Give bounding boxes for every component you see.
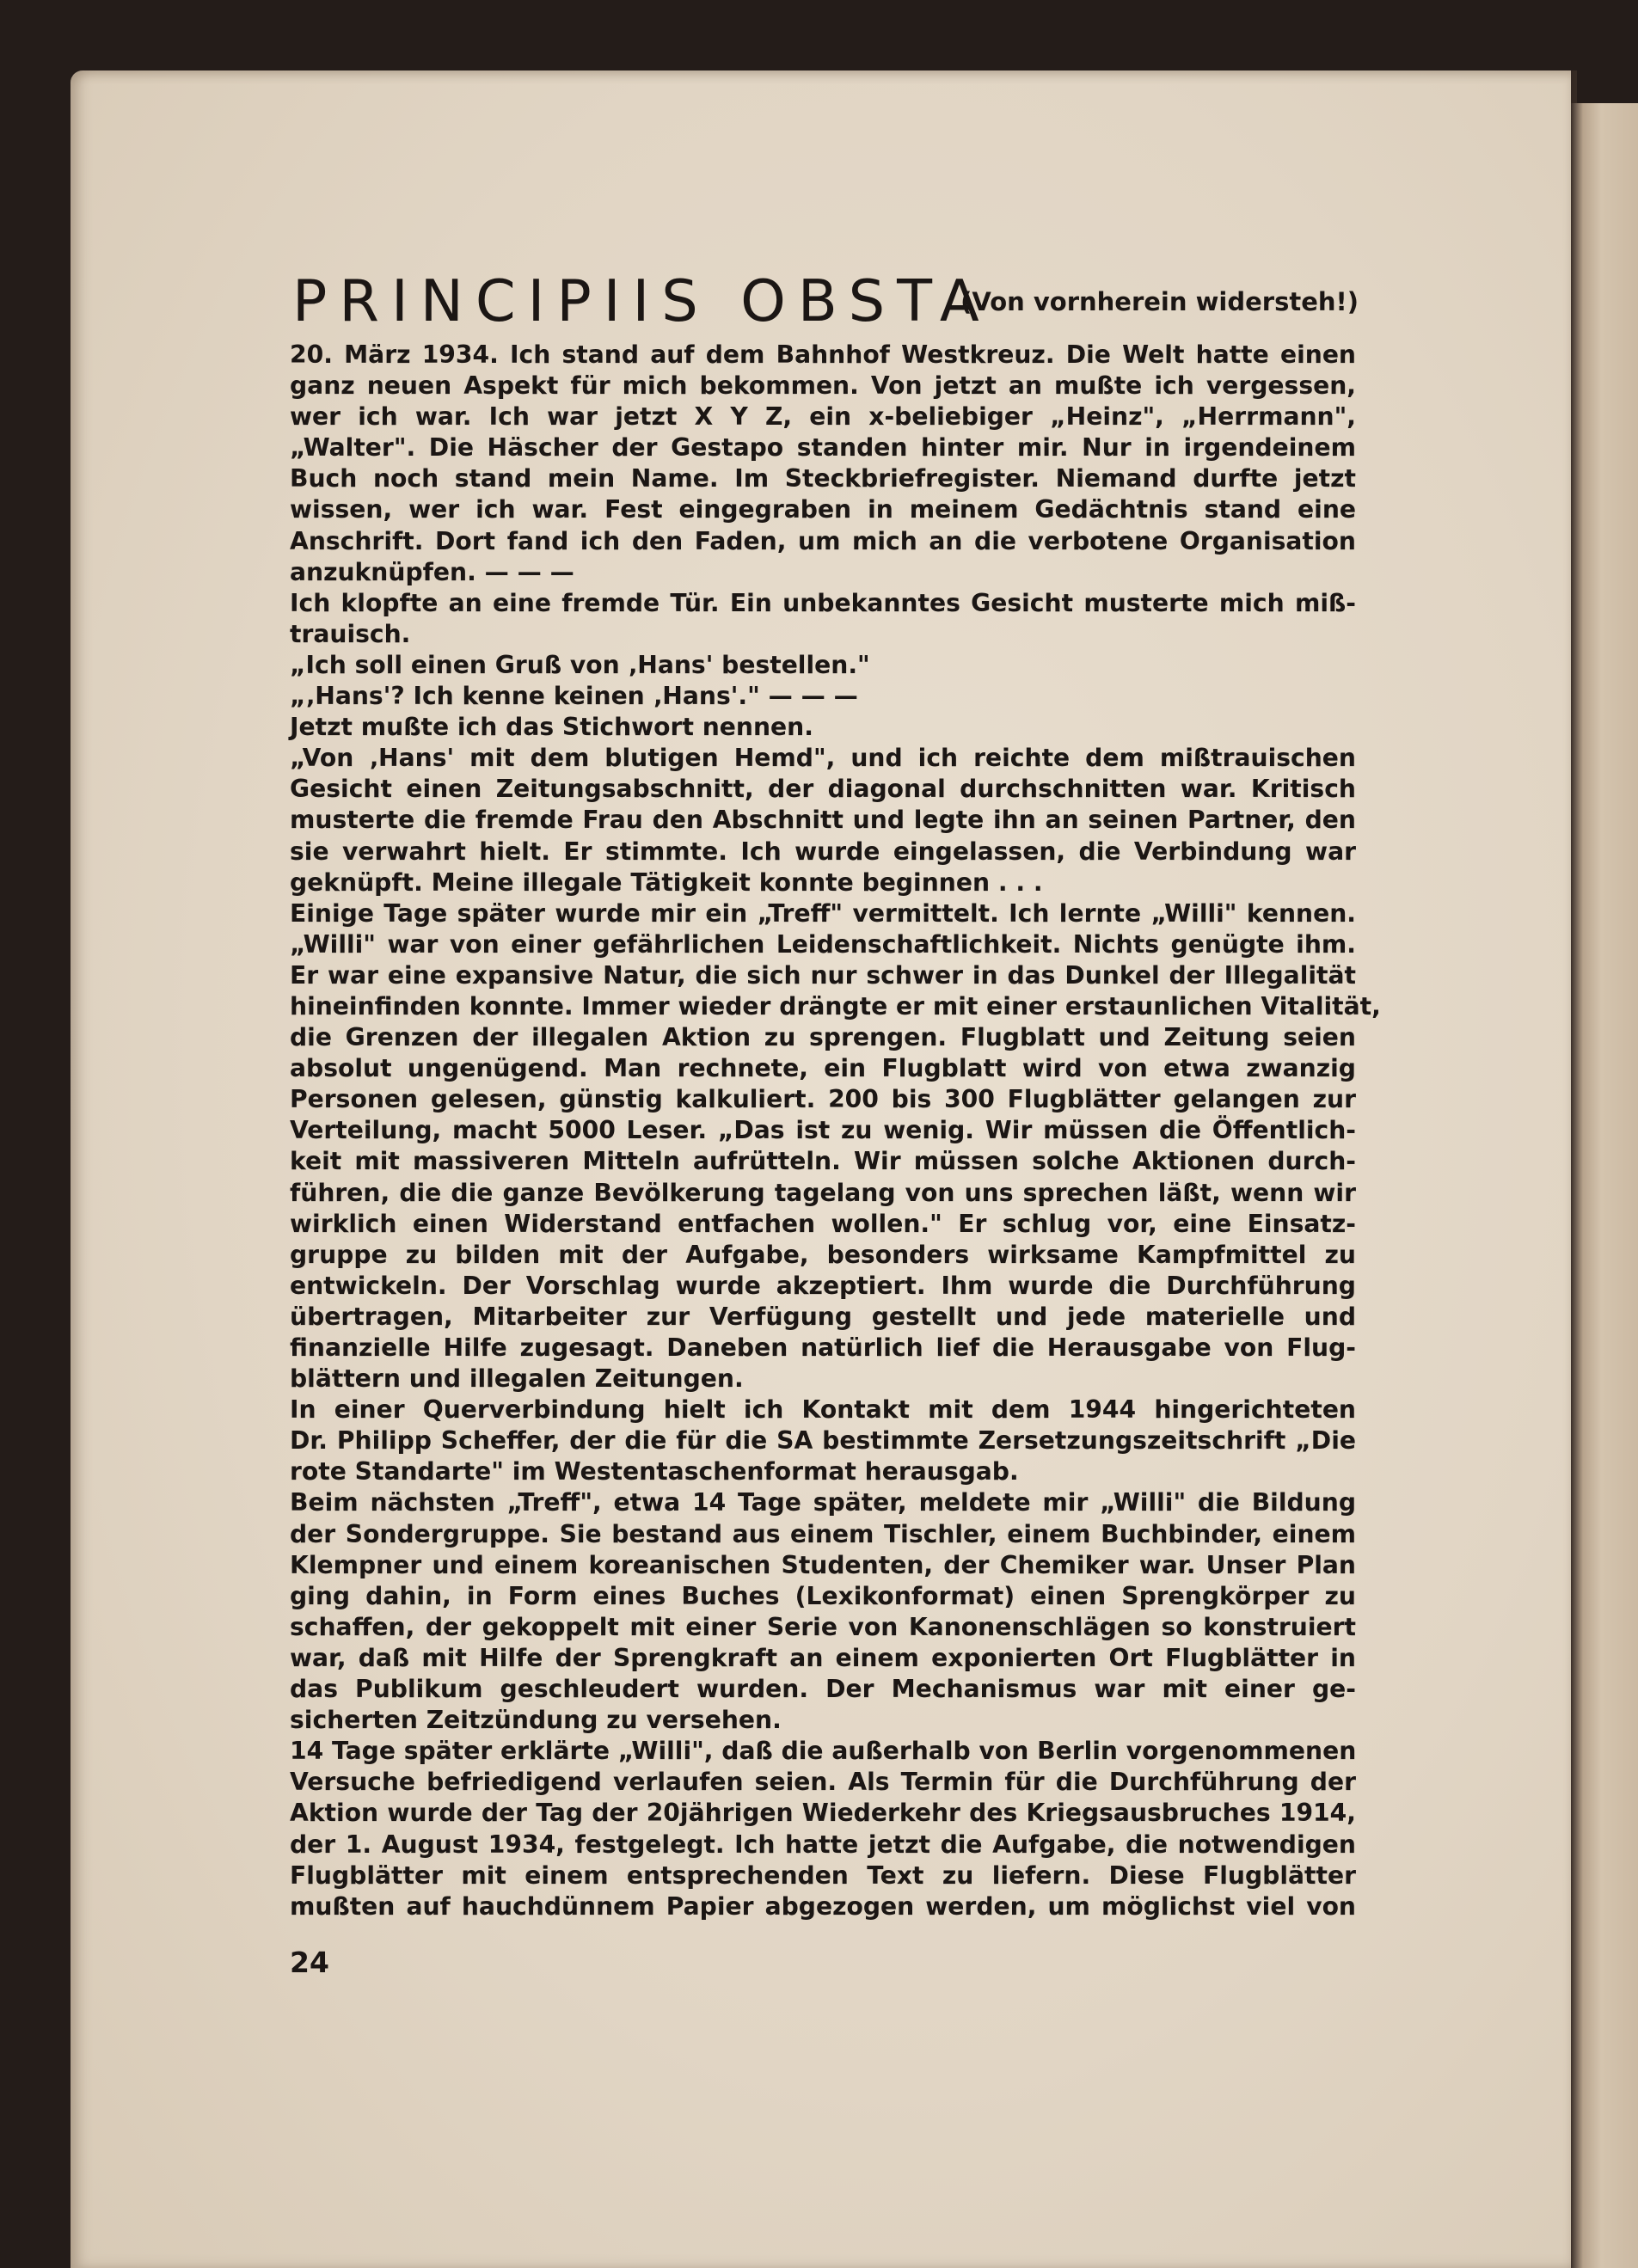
text-line: trauisch. bbox=[290, 619, 411, 648]
text-line: anzuknüpfen. — — — bbox=[290, 557, 574, 586]
text-line: der 1. August 1934, festgelegt. Ich hatte jetzt die Aufgabe, die notwendigen bbox=[290, 1830, 1356, 1859]
text-line: „Walter". Die Häscher der Gestapo standen hinter mir. Nur in irgendeinem bbox=[290, 433, 1356, 463]
text-line: hineinfinden konnte. Immer wieder drängte er mit einer erstaunlichen Vitalität, bbox=[290, 991, 1381, 1021]
text-line: sicherten Zeitzündung zu versehen. bbox=[290, 1706, 782, 1735]
text-line: sie verwahrt hielt. Er stimmte. Ich wurde eingelassen, die Verbindung war bbox=[290, 837, 1356, 866]
text-line: „Willi" war von einer gefährlichen Leidenschaftlichkeit. Nichts genügte ihm. bbox=[290, 929, 1356, 959]
text-line: „‚Hans'? Ich kenne keinen ‚Hans'." — — — bbox=[290, 682, 858, 711]
text-line: Beim nächsten „Treff", etwa 14 Tage später, meldete mir „Willi" die Bildung bbox=[290, 1488, 1356, 1517]
text-line: wirklich einen Widerstand entfachen wollen." Er schlug vor, eine Einsatz- bbox=[290, 1209, 1356, 1238]
text-line: Dr. Philipp Scheffer, der die für die SA bestimmte Zersetzungszeitschrift „Die bbox=[290, 1426, 1356, 1456]
text-line: finanzielle Hilfe zugesagt. Daneben natürlich lief die Herausgabe von Flug- bbox=[290, 1333, 1356, 1362]
text-line: In einer Querverbindung hielt ich Kontakt mit dem 1944 hingerichteten bbox=[290, 1395, 1356, 1425]
text-line: Einige Tage später wurde mir ein „Treff" vermittelt. Ich lernte „Willi" kennen. bbox=[290, 898, 1356, 928]
text-line: absolut ungenügend. Man rechnete, ein Flugblatt wird von etwa zwanzig bbox=[290, 1054, 1356, 1083]
chapter-header bbox=[292, 262, 1359, 340]
text-line: Er war eine expansive Natur, die sich nur schwer in das Dunkel der Illegalität bbox=[290, 960, 1356, 990]
next-page-edge bbox=[1571, 103, 1638, 2268]
text-line: das Publikum geschleudert wurden. Der Mechanismus war mit einer ge- bbox=[290, 1675, 1356, 1704]
text-line: gruppe zu bilden mit der Aufgabe, besonders wirksame Kampfmittel zu bbox=[290, 1240, 1356, 1269]
text-line: 20. März 1934. Ich stand auf dem Bahnhof Westkreuz. Die Welt hatte einen bbox=[290, 340, 1356, 369]
text-line: musterte die fremde Frau den Abschnitt und legte ihn an seinen Partner, den bbox=[290, 806, 1356, 835]
text-line: rote Standarte" im Westentaschenformat herausgab. bbox=[290, 1457, 1019, 1486]
chapter-title: PRINCIPIIS OBSTA bbox=[292, 267, 991, 334]
text-line: geknüpft. Meine illegale Tätigkeit konnte beginnen . . . bbox=[290, 867, 1043, 897]
text-line: ging dahin, in Form eines Buches (Lexikonformat) einen Sprengkörper zu bbox=[290, 1581, 1356, 1610]
text-line: führen, die die ganze Bevölkerung tagelang von uns sprechen läßt, wenn wir bbox=[290, 1178, 1356, 1207]
text-line: Buch noch stand mein Name. Im Steckbriefregister. Niemand durfte jetzt bbox=[290, 464, 1356, 493]
text-line: die Grenzen der illegalen Aktion zu sprengen. Flugblatt und Zeitung seien bbox=[290, 1023, 1356, 1052]
chapter-subtitle: (Von vornherein widersteh!) bbox=[960, 287, 1359, 316]
text-line: Gesicht einen Zeitungsabschnitt, der diagonal durchschnitten war. Kritisch bbox=[290, 775, 1356, 804]
text-line: blättern und illegalen Zeitungen. bbox=[290, 1364, 744, 1394]
text-line: keit mit massiveren Mitteln aufrütteln. Wir müssen solche Aktionen durch- bbox=[290, 1147, 1356, 1176]
text-line: Jetzt mußte ich das Stichwort nennen. bbox=[290, 713, 813, 742]
text-line: wissen, wer ich war. Fest eingegraben in meinem Gedächtnis stand eine bbox=[290, 495, 1356, 524]
text-line: übertragen, Mitarbeiter zur Verfügung gestellt und jede materielle und bbox=[290, 1302, 1356, 1331]
text-line: „Von ‚Hans' mit dem blutigen Hemd", und ich reichte dem mißtrauischen bbox=[290, 744, 1356, 773]
text-line: schaffen, der gekoppelt mit einer Serie von Kanonenschlägen so konstruiert bbox=[290, 1612, 1356, 1641]
text-line: Personen gelesen, günstig kalkuliert. 200 bis 300 Flugblätter gelangen zur bbox=[290, 1085, 1356, 1114]
text-line: Klempner und einem koreanischen Studenten, der Chemiker war. Unser Plan bbox=[290, 1550, 1356, 1579]
text-line: entwickeln. Der Vorschlag wurde akzeptiert. Ihm wurde die Durchführung bbox=[290, 1271, 1356, 1300]
text-line: 14 Tage später erklärte „Willi", daß die außerhalb von Berlin vorgenommenen bbox=[290, 1737, 1357, 1766]
text-line: Versuche befriedigend verlaufen seien. Als Termin für die Durchführung der bbox=[290, 1768, 1356, 1797]
text-line: ganz neuen Aspekt für mich bekommen. Von jetzt an mußte ich vergessen, bbox=[290, 371, 1356, 401]
text-line: „Ich soll einen Gruß von ‚Hans' bestellen." bbox=[290, 650, 870, 679]
body-text bbox=[290, 340, 1381, 1922]
text-line: Ich klopfte an eine fremde Tür. Ein unbekanntes Gesicht musterte mich miß- bbox=[290, 588, 1356, 617]
text-line: wer ich war. Ich war jetzt X Y Z, ein x-beliebiger „Heinz", „Herrmann", bbox=[290, 402, 1356, 432]
text-line: der Sondergruppe. Sie bestand aus einem Tischler, einem Buchbinder, einem bbox=[290, 1519, 1356, 1548]
text-line: Anschrift. Dort fand ich den Faden, um mich an die verbotene Organisation bbox=[290, 526, 1356, 555]
text-line: Aktion wurde der Tag der 20jährigen Wiederkehr des Kriegsausbruches 1914, bbox=[290, 1799, 1356, 1828]
page-number: 24 bbox=[290, 1946, 329, 1979]
text-line: mußten auf hauchdünnem Papier abgezogen werden, um möglichst viel von bbox=[290, 1891, 1356, 1921]
text-line: Verteilung, macht 5000 Leser. „Das ist zu wenig. Wir müssen die Öffentlich- bbox=[290, 1116, 1356, 1145]
text-line: war, daß mit Hilfe der Sprengkraft an einem exponierten Ort Flugblätter in bbox=[290, 1643, 1356, 1672]
text-line: Flugblätter mit einem entsprechenden Text zu liefern. Diese Flugblätter bbox=[290, 1860, 1356, 1890]
